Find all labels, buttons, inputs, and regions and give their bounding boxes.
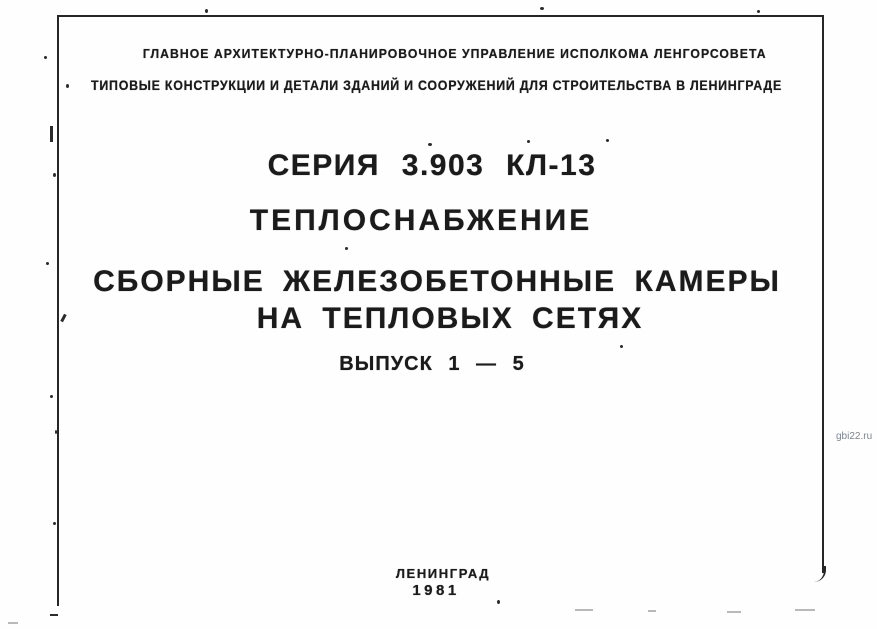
- scan-speck: [606, 139, 609, 142]
- subject-title: ТЕПЛОСНАБЖЕНИЕ: [249, 204, 593, 237]
- header-series-description: [20, 78, 854, 93]
- scan-speck: [50, 395, 53, 398]
- footer-city: ЛЕНИНГРАД: [395, 566, 491, 581]
- scan-dash: [727, 611, 741, 613]
- main-title-line1: СБОРНЫЕ ЖЕЛЕЗОБЕТОННЫЕ КАМЕРЫ: [93, 265, 781, 298]
- site-watermark: gbi22.ru: [836, 431, 873, 442]
- scan-speck: [44, 56, 47, 59]
- scan-speck: [497, 600, 500, 604]
- scan-speck: [205, 9, 208, 13]
- scan-speck: [540, 7, 544, 10]
- scan-dash: [575, 609, 593, 611]
- scan-dash: [50, 126, 53, 142]
- scan-speck: [53, 173, 56, 177]
- header-organization: [58, 46, 852, 61]
- scan-speck: [55, 430, 57, 434]
- scan-speck: [620, 345, 623, 348]
- scan-speck: [66, 84, 69, 88]
- header-series-description-text: ТИПОВЫЕ КОНСТРУКЦИИ И ДЕТАЛИ ЗДАНИЙ И СООРУЖЕНИЙ ДЛЯ СТРОИТЕЛЬСТВА В ЛЕНИНГРАДЕ: [91, 78, 783, 93]
- main-title-line2: НА ТЕПЛОВЫХ СЕТЯХ: [256, 302, 644, 335]
- scan-speck: [428, 143, 432, 146]
- scan-dash: [648, 610, 656, 612]
- page-frame-top-line: [57, 15, 824, 17]
- scan-dash: [50, 614, 58, 616]
- scan-speck: [46, 262, 49, 265]
- scan-dash: [8, 622, 18, 624]
- issue-number: ВЫПУСК 1 — 5: [339, 353, 525, 375]
- scan-dash: [795, 609, 815, 611]
- footer-year: 1981: [412, 582, 460, 599]
- header-organization-text: ГЛАВНОЕ АРХИТЕКТУРНО-ПЛАНИРОВОЧНОЕ УПРАВЛЕНИЕ ИСПОЛКОМА ЛЕНГОРСОВЕТА: [143, 46, 767, 61]
- scan-speck: [345, 247, 348, 250]
- scan-speck: [757, 10, 760, 13]
- scan-speck: [527, 140, 530, 143]
- scan-speck: [53, 522, 56, 525]
- series-number-title: СЕРИЯ 3.903 КЛ-13: [267, 149, 597, 182]
